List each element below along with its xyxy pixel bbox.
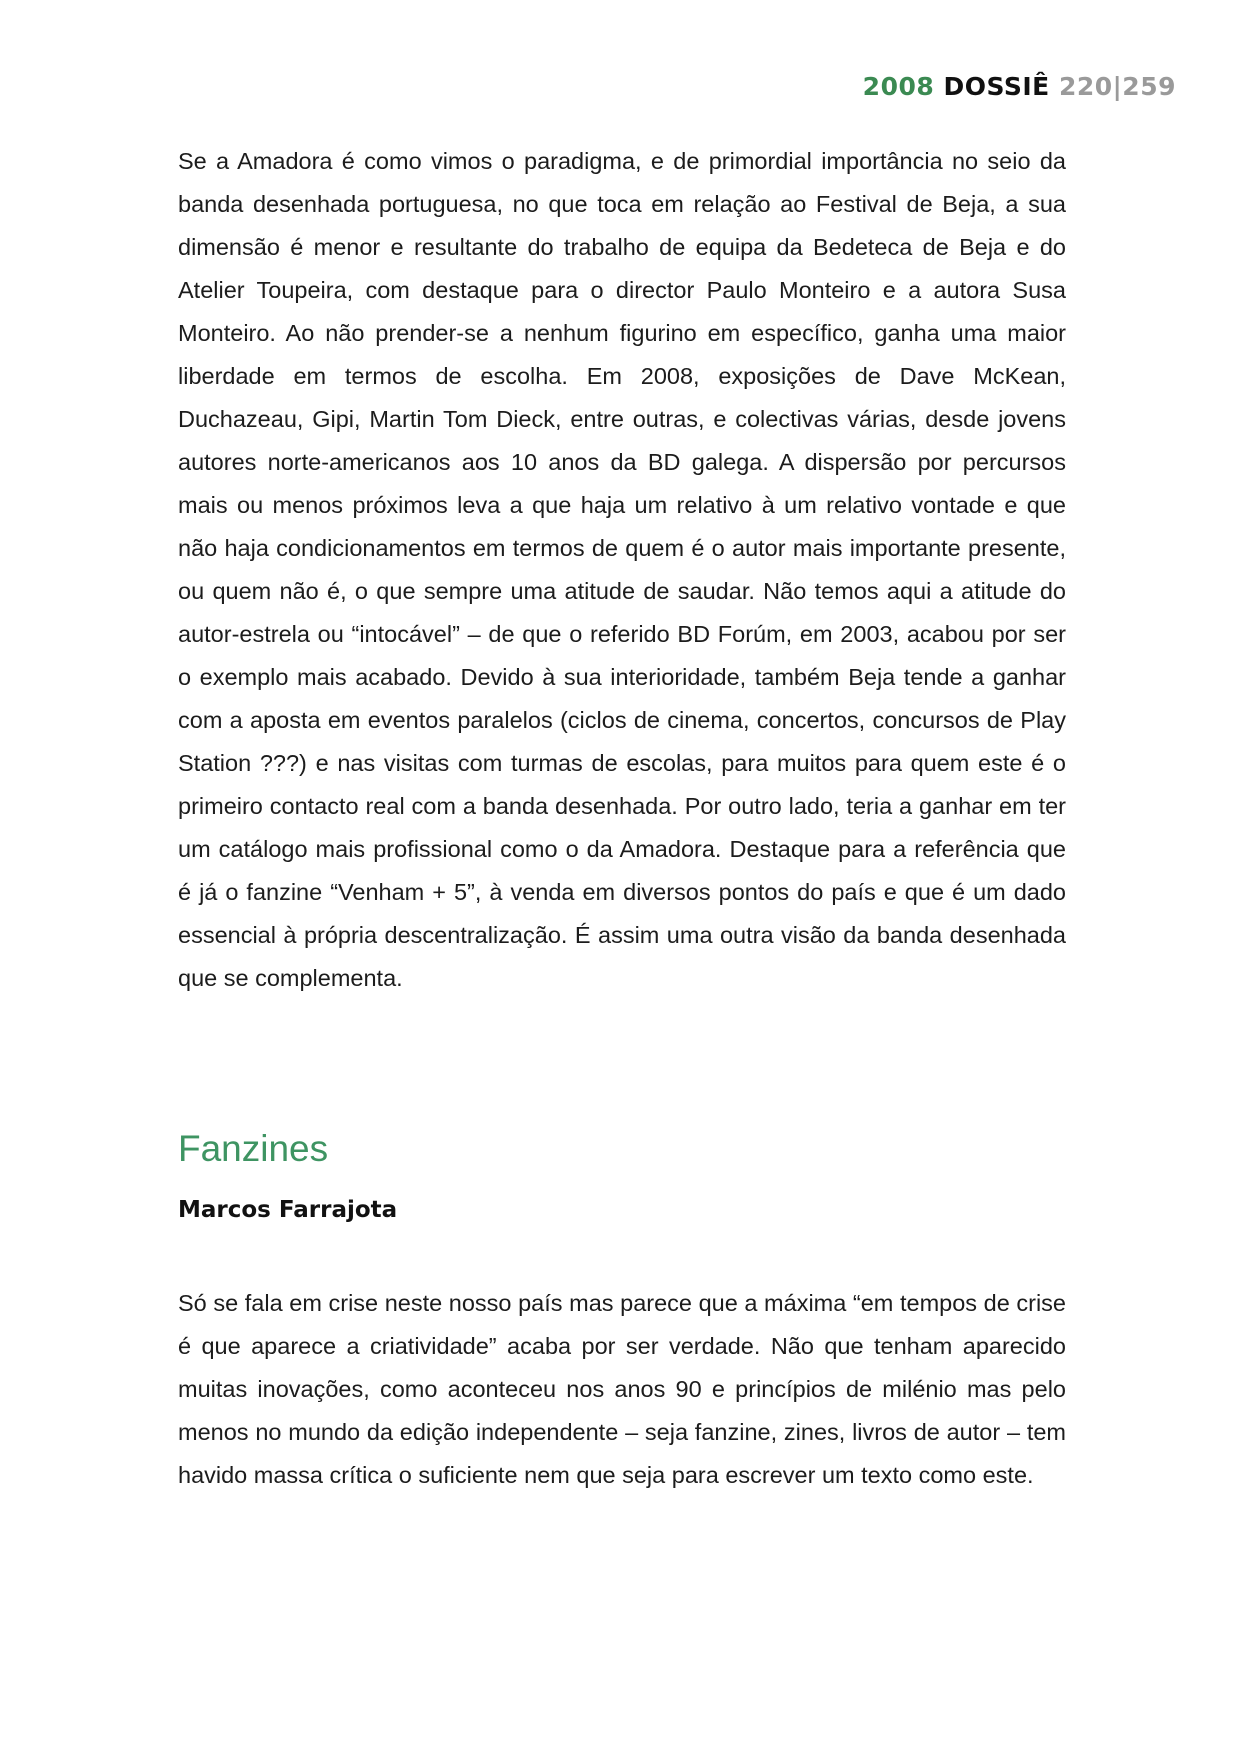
header-page-numbers: 220|259 — [1058, 72, 1176, 101]
body-paragraph-2: Só se fala em crise neste nosso país mas parece que a máxima “em tempos de crise é que aparece a criatividade” acaba por ser verdade. Não que tenham aparecido muitas inovações, como aconteceu nos anos 90 e princípios de milénio mas pelo menos no mundo da edição independente – seja fanzine, zines, livros de autor – tem havido massa crítica o suficiente nem que seja para escrever um texto como este. — [178, 1290, 1066, 1488]
section-heading: Fanzines — [178, 1128, 329, 1169]
header-year: 2008 — [862, 72, 935, 101]
author-name: Marcos Farrajota — [178, 1197, 398, 1223]
header-section: DOSSIÊ — [943, 72, 1050, 101]
running-header — [863, 72, 1176, 101]
body-paragraph-1: Se a Amadora é como vimos o paradigma, e de primordial importância no seio da banda desenhada portuguesa, no que toca em relação ao Festival de Beja, a sua dimensão é menor e resultante do trabalho de equipa da Bedeteca de Beja e do Atelier Toupeira, com destaque para o director Paulo Monteiro e a autora Susa Monteiro. Ao não prender-se a nenhum figurino em específico, ganha uma maior liberdade em termos de escolha. Em 2008, exposições de Dave McKean, Duchazeau, Gipi, Martin Tom Dieck, entre outras, e colectivas várias, desde jovens autores norte-americanos aos 10 anos da BD galega. A dispersão por percursos mais ou menos próximos leva a que haja um relativo à um relativo vontade e que não haja condicionamentos em termos de quem é o autor mais importante presente, ou quem não é, o que sempre uma atitude de saudar. Não temos aqui a atitude do autor-estrela ou “intocável” – de que o referido BD Forúm, em 2003, acabou por ser o exemplo mais acabado. Devido à sua interioridade, também Beja tende a ganhar com a aposta em eventos paralelos (ciclos de cinema, concertos, concursos de Play Station ???) e nas visitas com turmas de escolas, para muitos para quem este é o primeiro contacto real com a banda desenhada. Por outro lado, teria a ganhar em ter um catálogo mais profissional como o da Amadora. Destaque para a referência que é já o fanzine “Venham + 5”, à venda em diversos pontos do país e que é um dado essencial à própria descentralização. É assim uma outra visão da banda desenhada que se complementa. — [178, 148, 1066, 991]
